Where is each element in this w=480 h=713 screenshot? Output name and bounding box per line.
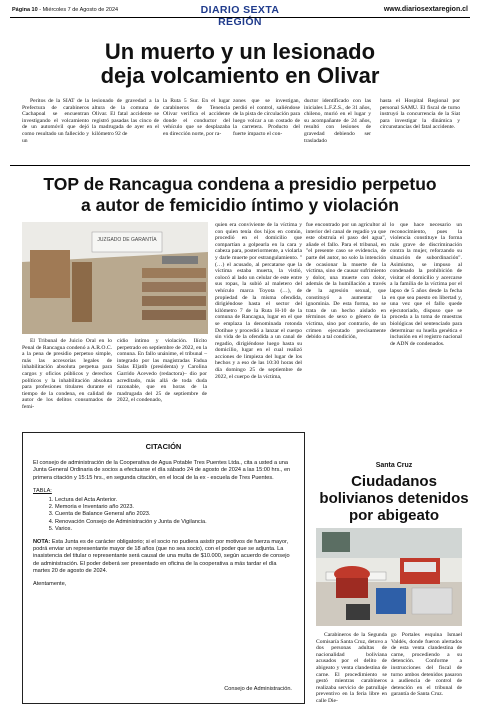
header-divider	[10, 17, 470, 18]
seized-goods-image	[316, 528, 462, 626]
article2-headline-line2: a autor de femicidio íntimo y violación	[81, 195, 399, 215]
article3-headline-line2: bolivianos detenidos	[319, 490, 469, 507]
article1-column-4: zones que se investigan, perdió el control, saliéndose de la pista de circulación para luego volcar a un costado de la carretera. Producto del fuerte impacto el con-	[233, 98, 300, 137]
article1-column-3: la Ruta 5 Sur. En el lugar carabineros de Tenencia Olivar verifica el accidente donde el conductor del vehículo que se desplazaba en dirección norte, por ra-	[163, 98, 230, 137]
masthead-brand: DIARIO SEXTA REGIÓN	[200, 4, 280, 28]
site-url[interactable]: www.diariosextaregion.cl	[383, 6, 468, 13]
article3-headline-line1: Ciudadanos	[351, 473, 437, 490]
courtroom-photo	[22, 222, 208, 334]
notice-title: CITACIÓN	[145, 442, 182, 451]
article2-column-5: lo que hace necesario un reconocimiento, pues la violencia constituye la forma más grave de discriminación contra la mujer, reforzando su situación de subordinación". Asimismo, se impuso al condenado la prohibición de visitar el domicilio y acercarse a la familia de la víctima por el lapso de 5 años desde la fecha en que sea puesto en libertad y, una vez que el fallo quede ejecutoriado, dispuso que se proceda a la toma de muestras biológicas del sentenciado para determinar su huella genética e inclusión en el registro nacional de ADN de condenados.	[390, 222, 462, 347]
photo-sign-text: JUZGADO DE GARANTÍA	[97, 237, 157, 243]
page-number: Página 10	[12, 7, 38, 13]
article3-column-1: Carabineros de la Segunda Comisaría Santa Cruz, detuvo a dos personas adultas de nacionalidad boliviana acusados por el delito de abigeato y venta clandestina de carne. El procedimiento se gestó mientras carabineros realizaba servicio de patrullaje preventivo en la feria libre en calle Die-	[316, 632, 387, 704]
issue-date: - Miércoles 7 de Agosto de 2024	[37, 7, 119, 13]
agenda-item: 4. Renovación Consejo de Administración y Junta de Vigilancia.	[55, 519, 294, 526]
page-info	[12, 7, 118, 13]
article2-column-1: El Tribunal de Juicio Oral en lo Penal de Rancagua condenó a A.R.O.C. a la pena de presidio perpetuo simple, más las accesorias legales de inhabilitación absoluta perpetua para cargos y oficios públicos y derechos políticos y la inhabilitación absoluta para profesiones titulares durante el tiempo de la condena, en calidad de autor de los delitos consumados de femi-	[22, 338, 112, 410]
agenda-item: 5. Varios.	[55, 526, 294, 533]
article1-column-6: hasta el Hospital Regional por personal SAMU. El fiscal de turno instruyó la concurrencia de la Siat para investigar la dinámica y circunstancias del fatal accidente.	[380, 98, 460, 131]
article1-column-1: Peritos de la SIAT de la Prefectura de carabineros Cachapoal se encuentran investigando el volcamiento de un automóvil que dejó como resultado un fallecido y un	[22, 98, 89, 144]
article3-column-2: go Portales esquina Ismael Valdés, donde fueron alertados de esta venta clandestina de carne, procediendo a su detención. Conforme a instrucciones del fiscal de turno ambos detenidos pasaron a audiencia de control de detención en el tribunal de garantía de Santa Cruz.	[391, 632, 462, 698]
seized-meat-photo	[316, 528, 462, 626]
article1-headline-line2: deja volcamiento en Olivar	[100, 63, 380, 88]
notice-agenda-list	[33, 497, 294, 533]
article3-kicker: Santa Cruz	[375, 462, 413, 469]
article1-column-5: ductor identificado con las iniciales L.F.Z.S., de 31 años, chileno, murió en el lugar y su acompañante de 24 años, resultó con lesiones de gravedad debiendo ser trasladado	[304, 98, 371, 144]
article2-column-4: fue encontrado por un agricultor al interior del canal de regadío ya que este obstruía el paso del agua", añade el fallo. Para el tribunal, en "el presente caso se evidencia, de parte del autor, no solo la intención de ocasionar la muerte de la víctima, sino de causar sufrimiento y dolor, una muerte con dolor, además de la humillación a través de la agresión sexual, que constituyó a aumentar la ignominia. De esta forma, no se trata de un hecho aislado en términos de sexo o género de la víctima, sino por contrario, de un crimen ejecutado precisamente debido a tal condición,	[306, 222, 386, 341]
article2-column-2: cidio íntimo y violación. Ilícito perpetrado en septiembre de 2022, en la comuna. En fallo unánime, el tribunal –integrado por las magistradas Fadua Salas Eljatib (presidenta) y Carolina Garrido Acevedo (redactora)– dio por acreditado, más allá de toda duda razonable, que en horas de la madrugada del 25 de septiembre de 2022, el condenado,	[117, 338, 207, 404]
agenda-item: 2. Memoria e Inventario año 2023.	[55, 504, 294, 511]
agenda-item: 1. Lectura del Acta Anterior.	[55, 497, 294, 504]
section-divider	[10, 165, 470, 166]
article3-headline-line3: por abigeato	[348, 507, 439, 524]
article3-headline	[314, 473, 474, 524]
notice-intro: El consejo de administración de la Cooperativa de Agua Potable Tres Puentes Ltda., cita a usted a una Junta General Ordinaria de socios a efectuarse el día sábado 24 de agosto de 2024 a las 15:00 hrs., en primera citación y 15:15 hrs., en segunda citación, en el local de la ex - escuela de Tres Puentes.	[33, 460, 291, 481]
citation-notice	[22, 432, 305, 704]
article2-headline-line1: TOP de Rancagua condena a presidio perpetuo	[43, 174, 437, 194]
article1-headline-line1: Un muerto y un lesionado	[104, 39, 376, 64]
article2-column-3: quien era conviviente de la víctima y con quien tenía dos hijos en común, procedió en el domicilio que compartían a golpearla en la cara y cabeza para, posteriormente, a violarla y darle muerte por estrangulamiento. "(…) el acusado, al percatarse que la víctima estaba muerta, la vistió, colocó al lado un celular de este entre sus ropas, la subió al maletero del vehículo marca Toyota (…), de propiedad de la misma ofendida, dirigiéndose hasta el sector del kilómetro 7 de la Ruta H-10 de la comuna de Rancagua, lugar en el que se emplaza la denominada rotonda Dotihue y procedió a lanzar el cuerpo sin vida de la ofendida a un canal de regadío, dirigiéndose luego hasta su domicilio, lugar en el cual realizó acciones de limpieza del lugar de los hechos y a eso de las 10:30 horas del día domingo 25 de septiembre de 2022, el cuerpo de la víctima,	[215, 222, 302, 380]
agenda-item: 3. Cuenta de Balance General año 2023.	[55, 511, 294, 518]
notice-table-label: TABLA:	[33, 487, 52, 494]
notice-signature: Consejo de Administración.	[224, 685, 292, 692]
notice-note: NOTA: Esta Junta es de carácter obligatorio; si el socio no pudiera asistir por motivos de fuerza mayor, podrá enviar un representante mayor de 18 años (que no sea socio), con el poder que se adjunta. La inasistencia del titular o representante será causal de una multa de $10.000, según acuerdo de consejo de administración. El poder deberá ser presentado en oficina de la cooperativa a más tardar el día martes 20 de agosto de 2024.	[33, 539, 290, 574]
article1-column-2: lesionado de gravedad a la altura de la comuna de Olivar. El fatal accidente se registró pasadas las cinco de la madrugada de ayer en el kilómetro 92 de	[92, 98, 159, 137]
notice-closing: Atentamente,	[33, 581, 67, 588]
